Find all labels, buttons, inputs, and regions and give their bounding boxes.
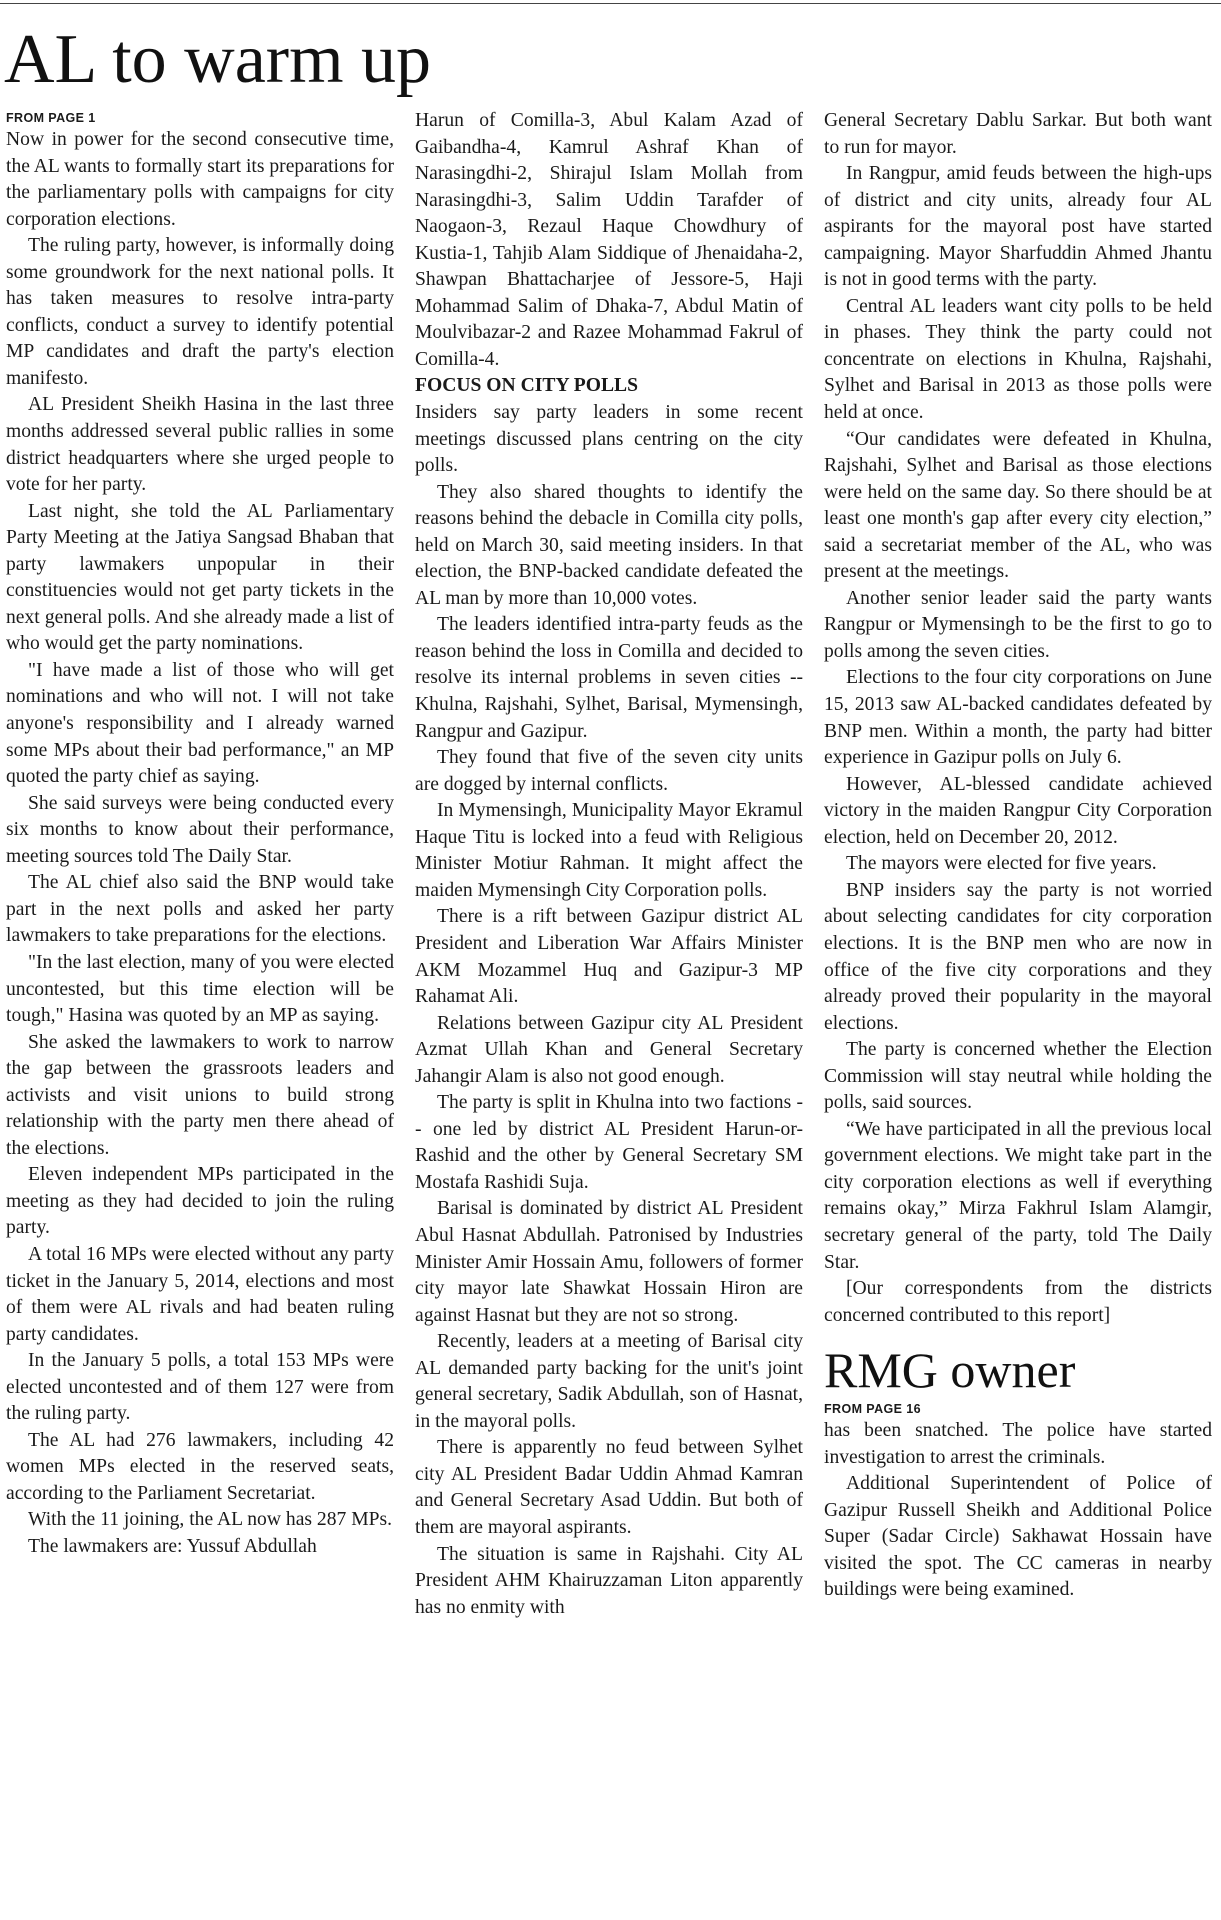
paragraph: She asked the lawmakers to work to narrow the gap between the grassroots leaders and activists and visit unions to build strong relationship with the party men there ahead of the elections. [6, 1031, 394, 1159]
paragraph: The lawmakers are: Yussuf Abdullah [28, 1535, 317, 1557]
paragraph: Insiders say party leaders in some recent meetings discussed plans centring on the city polls. [415, 402, 803, 477]
column-1 [6, 108, 394, 1918]
subhead-focus-on-city-polls: FOCUS ON CITY POLLS [415, 375, 639, 397]
paragraph: BNP insiders say the party is not worried about selecting candidates for city corporation elections. It is the BNP men who are now in office of the five city corporations and they already proved their popularity in the mayoral elections. [824, 879, 1212, 1034]
paragraph: The AL had 276 lawmakers, including 42 women MPs elected in the reserved seats, according to the Parliament Secretariat. [6, 1429, 394, 1504]
paragraph: The AL chief also said the BNP would take part in the next polls and asked her party lawmakers to take preparations for the elections. [6, 872, 394, 947]
second-story-headline: RMG owner [824, 1342, 1076, 1399]
from-page-label: FROM PAGE 1 [6, 111, 96, 125]
paragraph: Additional Superintendent of Police of Gazipur Russell Sheikh and Additional Police Super (Sadar Circle) Sakhawat Hossain have visited the spot. The CC cameras in nearby buildings were being examined. [824, 1473, 1212, 1601]
column-2 [415, 108, 803, 1918]
paragraph: “We have participated in all the previous local government elections. We might take part in the city corporation elections as well if everything remains okay,” Mirza Fakhrul Islam Alamgir, secretary general of the party, told The Daily Star. [824, 1118, 1212, 1273]
paragraph: With the 11 joining, the AL now has 287 MPs. [28, 1509, 393, 1531]
paragraph: Elections to the four city corporations on June 15, 2013 saw AL-backed candidates defeated by BNP men. Within a month, the party had bitter experience in Gazipur polls on July 6. [824, 667, 1212, 769]
second-story-from-page-label: FROM PAGE 16 [824, 1402, 921, 1417]
paragraph: Eleven independent MPs participated in the meeting as they had decided to join the ruling party. [6, 1164, 394, 1239]
column-3 [824, 108, 1212, 1918]
paragraph: She said surveys were being conducted every six months to know about their performance, meeting sources told The Daily Star. [6, 792, 394, 867]
paragraph: Barisal is dominated by district AL President Abul Hasnat Abdullah. Patronised by Industries Minister Amir Hossain Amu, followers of former city mayor late Shawkat Hossain Hiron are against Hasnat but they are not so strong. [415, 1198, 803, 1326]
paragraph: The party is concerned whether the Election Commission will stay neutral while holding the polls, said sources. [824, 1039, 1212, 1114]
headline: AL to warm up [4, 21, 432, 98]
paragraph: The leaders identified intra-party feuds as the reason behind the loss in Comilla and decided to resolve its internal problems in seven cities -- Khulna, Rajshahi, Sylhet, Barisal, Mymensingh, Rangpur and Gazipur. [415, 614, 803, 742]
paragraph: The situation is same in Rajshahi. City AL President AHM Khairuzzaman Liton apparently has no enmity with [415, 1543, 803, 1618]
paragraph: Recently, leaders at a meeting of Barisal city AL demanded party backing for the unit's joint general secretary, Sadik Abdullah, son of Hasnat, in the mayoral polls. [415, 1331, 803, 1432]
paragraph: Last night, she told the AL Parliamentary Party Meeting at the Jatiya Sangsad Bhaban that party lawmakers unpopular in their constituencies would not get party tickets in the next general polls. And she already made a list of who would get the party nominations. [6, 500, 394, 655]
paragraph: A total 16 MPs were elected without any party ticket in the January 5, 2014, elections and most of them were AL rivals and had beaten ruling party candidates. [6, 1243, 394, 1345]
paragraph: They found that five of the seven city units are dogged by internal conflicts. [415, 747, 803, 795]
paragraph: Central AL leaders want city polls to be held in phases. They think the party could not concentrate on elections in Khulna, Rajshahi, Sylhet and Barisal in 2013 as those polls were held at once. [824, 295, 1212, 424]
paragraph: "I have made a list of those who will get nominations and who will not. I will not take anyone's responsibility and I already warned some MPs about their bad performance," an MP quoted the party chief as saying. [6, 659, 394, 788]
paragraph: However, AL-blessed candidate achieved victory in the maiden Rangpur City Corporation election, held on December 20, 2012. [824, 773, 1212, 848]
paragraph: Relations between Gazipur city AL President Azmat Ullah Khan and General Secretary Jahangir Alam is also not good enough. [415, 1012, 803, 1087]
paragraph: “Our candidates were defeated in Khulna, Rajshahi, Sylhet and Barisal as those elections were held on the same day. So there should be at least one month's gap after every city election,” said a secretariat member of the AL, who was present at the meetings. [824, 428, 1212, 583]
top-rule [0, 3, 1221, 4]
paragraph: [Our correspondents from the districts concerned contributed to this report] [824, 1278, 1212, 1326]
paragraph: There is apparently no feud between Sylhet city AL President Badar Uddin Ahmad Kamran and General Secretary Asad Uddin. But both of them are mayoral aspirants. [415, 1437, 803, 1538]
paragraph: In the January 5 polls, a total 153 MPs were elected uncontested and of them 127 were from the ruling party. [6, 1350, 394, 1425]
paragraph: In Mymensingh, Municipality Mayor Ekramul Haque Titu is locked into a feud with Religious Minister Motiur Rahman. It might affect the maiden Mymensingh City Corporation polls. [415, 800, 803, 901]
paragraph: The ruling party, however, is informally doing some groundwork for the next national polls. It has taken measures to resolve intra-party conflicts, conduct a survey to identify potential MP candidates and draft the party's election manifesto. [6, 235, 394, 389]
paragraph: AL President Sheikh Hasina in the last three months addressed several public rallies in some district headquarters where she urged people to vote for her party. [6, 394, 394, 496]
paragraph: The party is split in Khulna into two factions -- one led by district AL President Harun-or-Rashid and the other by General Secretary SM Mostafa Rashidi Suja. [415, 1092, 803, 1193]
paragraph: They also shared thoughts to identify the reasons behind the debacle in Comilla city polls, held on March 30, said meeting insiders. In that election, the BNP-backed candidate defeated the AL man by more than 10,000 votes. [415, 481, 803, 609]
paragraph: In Rangpur, amid feuds between the high-ups of district and city units, already four AL aspirants for the mayoral post have started campaigning. Mayor Sharfuddin Ahmed Jhantu is not in good terms with the party. [824, 163, 1212, 291]
paragraph: The mayors were elected for five years. [846, 853, 1157, 875]
paragraph: has been snatched. The police have started investigation to arrest the criminals. [824, 1420, 1212, 1468]
paragraph: General Secretary Dablu Sarkar. But both want to run for mayor. [824, 110, 1212, 158]
paragraph: There is a rift between Gazipur district AL President and Liberation War Affairs Minister AKM Mozammel Huq and Gazipur-3 MP Rahamat Ali. [415, 906, 803, 1008]
paragraph: Harun of Comilla-3, Abul Kalam Azad of Gaibandha-4, Kamrul Ashraf Khan of Narasingdhi-2, Shirajul Islam Mollah from Narasingdhi-3, Salim Uddin Tarafder of Naogaon-3, Rezaul Haque Chowdhury of Kustia-1, Tahjib Alam Siddique of Jhenaidaha-2, Shawpan Bhattacharjee of Jessore-5, Haji Mohammad Salim of Dhaka-7, Abdul Matin of Moulvibazar-2 and Razee Mohammad Fakrul of Comilla-4. [415, 110, 803, 370]
paragraph: Another senior leader said the party wants Rangpur or Mymensingh to be the first to go to polls among the seven cities. [824, 587, 1212, 662]
paragraph: "In the last election, many of you were elected uncontested, but this time election will be tough," Hasina was quoted by an MP as saying. [6, 951, 394, 1027]
paragraph: Now in power for the second consecutive time, the AL wants to formally start its preparations for the parliamentary polls with campaigns for city corporation elections. [6, 129, 394, 230]
